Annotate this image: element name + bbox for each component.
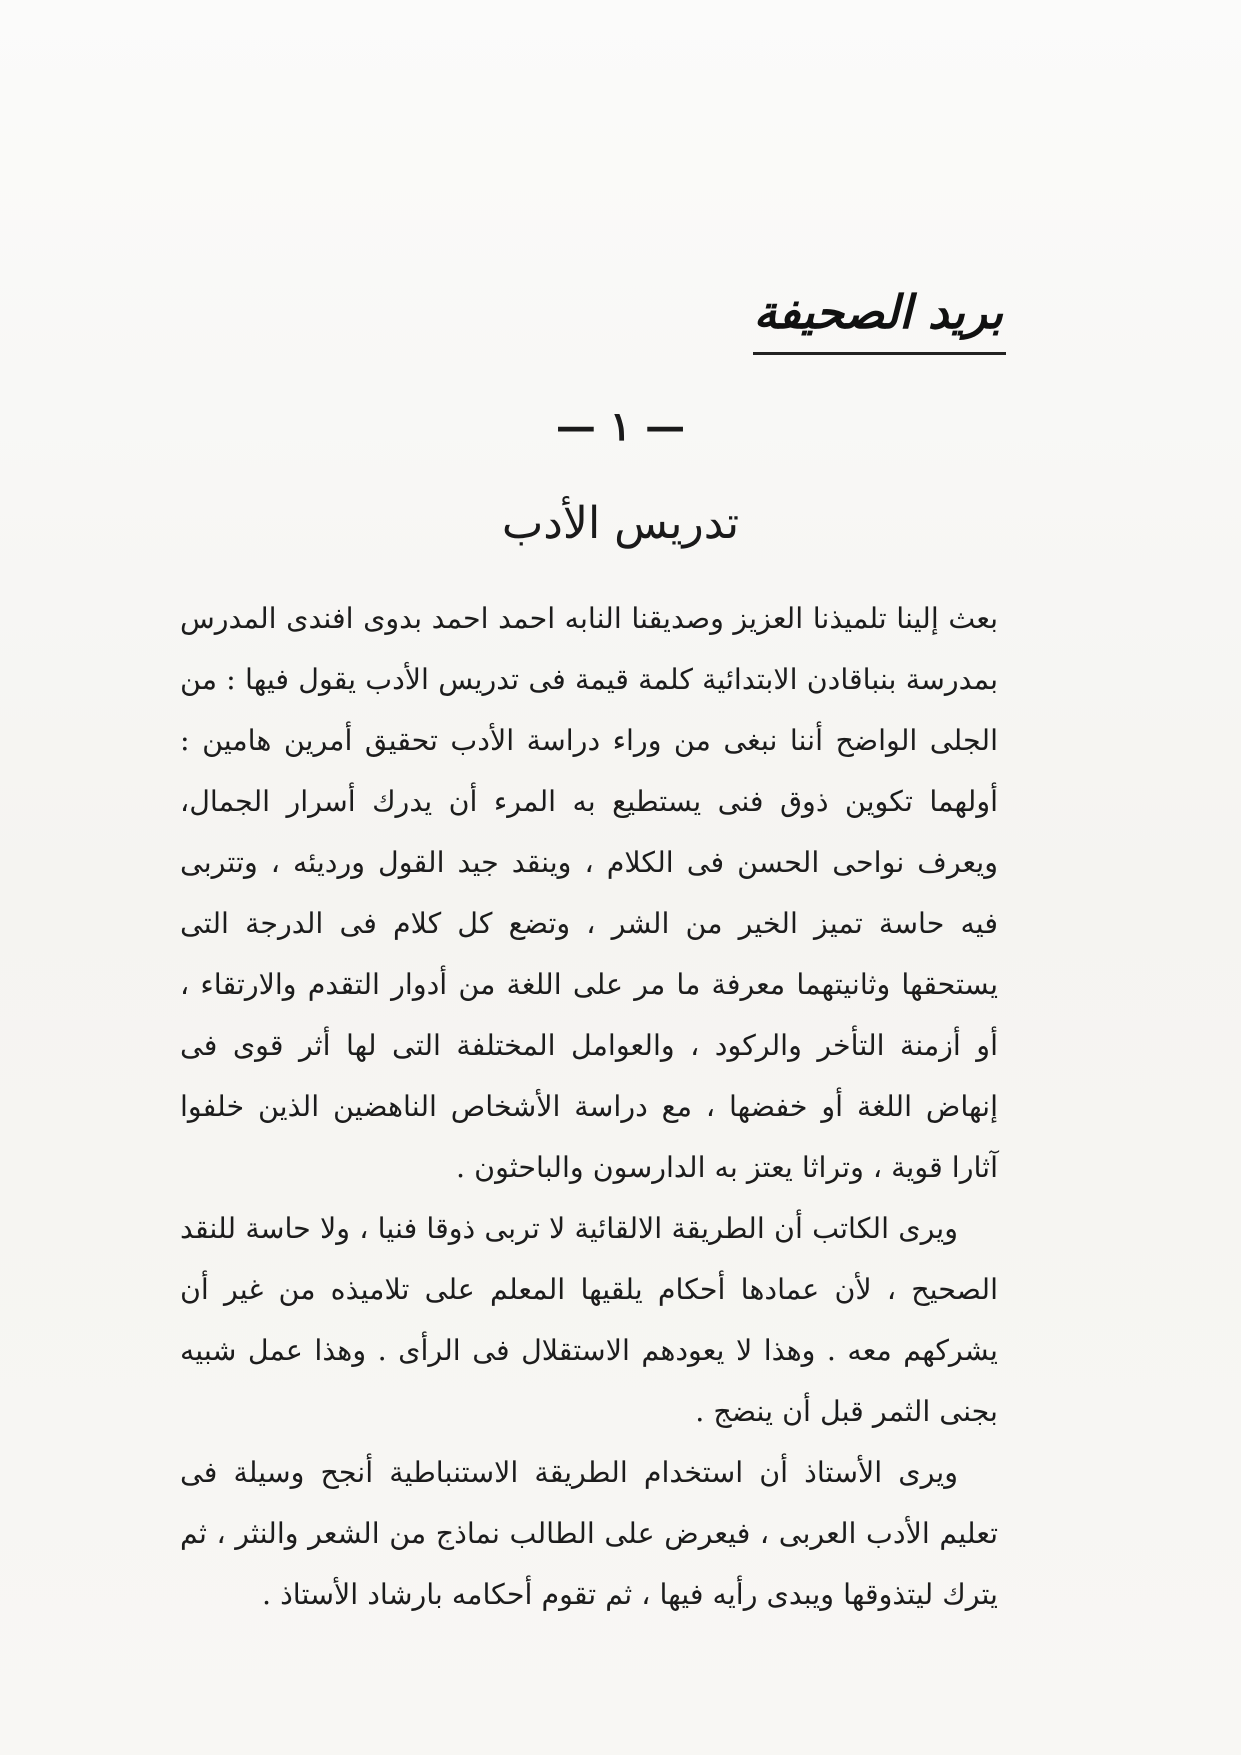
article-title: تدريس الأدب (501, 498, 740, 549)
article-body (180, 588, 998, 1625)
paragraph: ويرى الأستاذ أن استخدام الطريقة الاستنباطية أنجح وسيلة فى تعليم الأدب العربى ، فيعرض على الطالب نماذج من الشعر والنثر ، ثم يترك ليتذوقها ويبدى رأيه فيها ، ثم تقوم أحكامه بارشاد الأستاذ . (180, 1456, 998, 1611)
paragraph: ويرى الكاتب أن الطريقة الالقائية لا تربى ذوقا فنيا ، ولا حاسة للنقد الصحيح ، لأن عمادها أحكام يلقيها المعلم على تلاميذه من غير أن يشركهم معه . وهذا لا يعودهم الاستقلال فى الرأى . وهذا عمل شبيه بجنى الثمر قبل أن ينضج . (180, 1212, 998, 1428)
paragraph: بعث إلينا تلميذنا العزيز وصديقنا النابه احمد احمد بدوى افندى المدرس بمدرسة بنباقادن الابتدائية كلمة قيمة فى تدريس الأدب يقول فيها : من الجلى الواضح أننا نبغى من وراء دراسة الأدب تحقيق أمرين هامين : أولهما تكوين ذوق فنى يستطيع به المرء أن يدرك أسرار الجمال، ويعرف نواحى الحسن فى الكلام ، وينقد جيد القول ورديئه ، وتتربى فيه حاسة تميز الخير من الشر ، وتضع كل كلام فى الدرجة التى يستحقها وثانيتهما معرفة ما مر على اللغة من أدوار التقدم والارتقاء ، أو أزمنة التأخر والركود ، والعوامل المختلفة التى لها أثر قوى فى إنهاض اللغة أو خفضها ، مع دراسة الأشخاص الناهضين الذين خلفوا آثارا قوية ، وتراثا يعتز به الدارسون والباحثون . (180, 602, 998, 1184)
heading-underline (753, 352, 1006, 355)
section-heading: بريد الصحيفة (753, 285, 1003, 339)
article-number: — ١ — (555, 403, 686, 450)
